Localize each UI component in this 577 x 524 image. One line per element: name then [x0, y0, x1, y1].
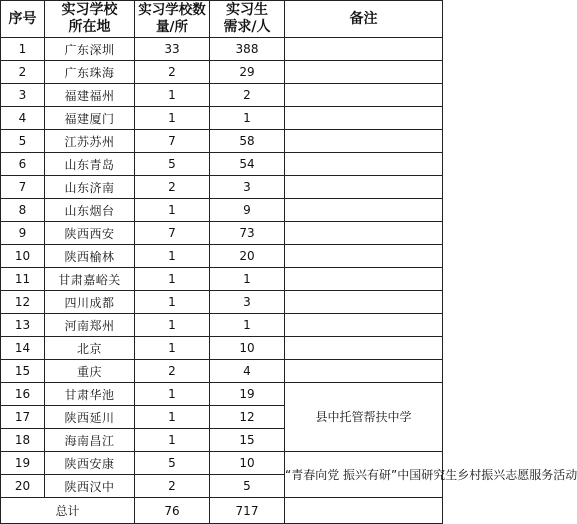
cell-location: 福建厦门	[45, 107, 135, 130]
cell-schools: 1	[135, 291, 210, 314]
cell-remarks	[285, 107, 443, 130]
cell-seq: 16	[1, 383, 45, 406]
table-row	[1, 452, 443, 475]
cell-remarks	[285, 245, 443, 268]
cell-location: 陕西安康	[45, 452, 135, 475]
table-row	[1, 61, 443, 84]
header-school-count	[135, 1, 210, 38]
cell-seq: 15	[1, 360, 45, 383]
cell-seq: 5	[1, 130, 45, 153]
table-row	[1, 222, 443, 245]
cell-seq: 14	[1, 337, 45, 360]
cell-demand: 29	[210, 61, 285, 84]
cell-location: 山东青岛	[45, 153, 135, 176]
cell-demand: 10	[210, 452, 285, 475]
header-location-line2: 所在地	[68, 19, 111, 35]
cell-remarks	[285, 337, 443, 360]
cell-seq: 18	[1, 429, 45, 452]
cell-seq: 4	[1, 107, 45, 130]
cell-demand: 2	[210, 84, 285, 107]
cell-remarks	[285, 291, 443, 314]
cell-location: 四川成都	[45, 291, 135, 314]
table-row	[1, 199, 443, 222]
remarks-county-school-support: 县中托管帮扶中学	[285, 383, 443, 452]
cell-location: 陕西西安	[45, 222, 135, 245]
cell-location: 山东济南	[45, 176, 135, 199]
cell-location: 陕西汉中	[45, 475, 135, 498]
header-row	[1, 1, 443, 38]
cell-seq: 20	[1, 475, 45, 498]
table-row	[1, 107, 443, 130]
cell-schools: 1	[135, 383, 210, 406]
table-row	[1, 176, 443, 199]
cell-remarks	[285, 314, 443, 337]
header-demand-line2: 需求/人	[223, 19, 271, 35]
cell-location: 福建福州	[45, 84, 135, 107]
total-demand: 717	[210, 498, 285, 524]
cell-location: 甘肃华池	[45, 383, 135, 406]
cell-seq: 12	[1, 291, 45, 314]
cell-seq: 13	[1, 314, 45, 337]
cell-seq: 2	[1, 61, 45, 84]
table-row	[1, 84, 443, 107]
cell-remarks	[285, 199, 443, 222]
cell-demand: 10	[210, 337, 285, 360]
cell-demand: 1	[210, 268, 285, 291]
cell-schools: 1	[135, 245, 210, 268]
header-remarks: 备注	[285, 1, 443, 38]
header-school-count-line1: 实习学校数	[138, 2, 206, 18]
cell-seq: 11	[1, 268, 45, 291]
cell-schools: 1	[135, 84, 210, 107]
cell-schools: 1	[135, 314, 210, 337]
table-row	[1, 245, 443, 268]
cell-seq: 10	[1, 245, 45, 268]
cell-remarks	[285, 61, 443, 84]
header-school-count-line2: 量/所	[156, 19, 188, 35]
cell-seq: 7	[1, 176, 45, 199]
cell-schools: 1	[135, 199, 210, 222]
cell-seq: 19	[1, 452, 45, 475]
cell-schools: 33	[135, 38, 210, 61]
table-row	[1, 268, 443, 291]
cell-location: 甘肃嘉峪关	[45, 268, 135, 291]
cell-remarks	[285, 84, 443, 107]
cell-location: 广东深圳	[45, 38, 135, 61]
cell-remarks	[285, 360, 443, 383]
cell-seq: 8	[1, 199, 45, 222]
cell-demand: 1	[210, 107, 285, 130]
cell-schools: 1	[135, 406, 210, 429]
cell-location: 重庆	[45, 360, 135, 383]
cell-location: 陕西延川	[45, 406, 135, 429]
cell-schools: 2	[135, 360, 210, 383]
cell-remarks	[285, 176, 443, 199]
cell-location: 山东烟台	[45, 199, 135, 222]
header-demand	[210, 1, 285, 38]
header-location	[45, 1, 135, 38]
cell-seq: 3	[1, 84, 45, 107]
cell-demand: 3	[210, 176, 285, 199]
header-seq: 序号	[1, 1, 45, 38]
cell-schools: 1	[135, 268, 210, 291]
cell-demand: 19	[210, 383, 285, 406]
table-row	[1, 291, 443, 314]
cell-schools: 2	[135, 61, 210, 84]
cell-location: 海南昌江	[45, 429, 135, 452]
cell-schools: 7	[135, 130, 210, 153]
remarks-volunteer-activity: “青春向党 振兴有研”中国研究生乡村振兴志愿服务活动	[285, 452, 443, 498]
header-demand-line1: 实习生	[226, 2, 268, 18]
cell-location: 陕西榆林	[45, 245, 135, 268]
cell-demand: 9	[210, 199, 285, 222]
cell-demand: 1	[210, 314, 285, 337]
cell-seq: 6	[1, 153, 45, 176]
cell-location: 河南郑州	[45, 314, 135, 337]
cell-demand: 4	[210, 360, 285, 383]
table-row	[1, 337, 443, 360]
cell-schools: 1	[135, 107, 210, 130]
cell-demand: 20	[210, 245, 285, 268]
cell-demand: 73	[210, 222, 285, 245]
cell-demand: 54	[210, 153, 285, 176]
cell-demand: 388	[210, 38, 285, 61]
total-schools: 76	[135, 498, 210, 524]
cell-schools: 5	[135, 452, 210, 475]
table-row	[1, 314, 443, 337]
table-row	[1, 153, 443, 176]
cell-schools: 5	[135, 153, 210, 176]
table-row	[1, 38, 443, 61]
cell-location: 江苏苏州	[45, 130, 135, 153]
cell-remarks	[285, 268, 443, 291]
cell-schools: 2	[135, 176, 210, 199]
cell-seq: 1	[1, 38, 45, 61]
cell-remarks	[285, 130, 443, 153]
table-row	[1, 360, 443, 383]
cell-schools: 1	[135, 429, 210, 452]
cell-demand: 58	[210, 130, 285, 153]
cell-location: 北京	[45, 337, 135, 360]
cell-remarks	[285, 38, 443, 61]
cell-schools: 2	[135, 475, 210, 498]
total-label: 总计	[1, 498, 135, 524]
cell-remarks	[285, 222, 443, 245]
cell-location: 广东珠海	[45, 61, 135, 84]
cell-demand: 5	[210, 475, 285, 498]
cell-demand: 15	[210, 429, 285, 452]
table-row	[1, 383, 443, 406]
table-row	[1, 130, 443, 153]
cell-demand: 12	[210, 406, 285, 429]
cell-seq: 9	[1, 222, 45, 245]
cell-remarks	[285, 153, 443, 176]
cell-seq: 17	[1, 406, 45, 429]
cell-schools: 1	[135, 337, 210, 360]
total-row	[1, 498, 443, 524]
header-location-line1: 实习学校	[61, 2, 118, 18]
cell-schools: 7	[135, 222, 210, 245]
total-remarks	[285, 498, 443, 524]
cell-demand: 3	[210, 291, 285, 314]
